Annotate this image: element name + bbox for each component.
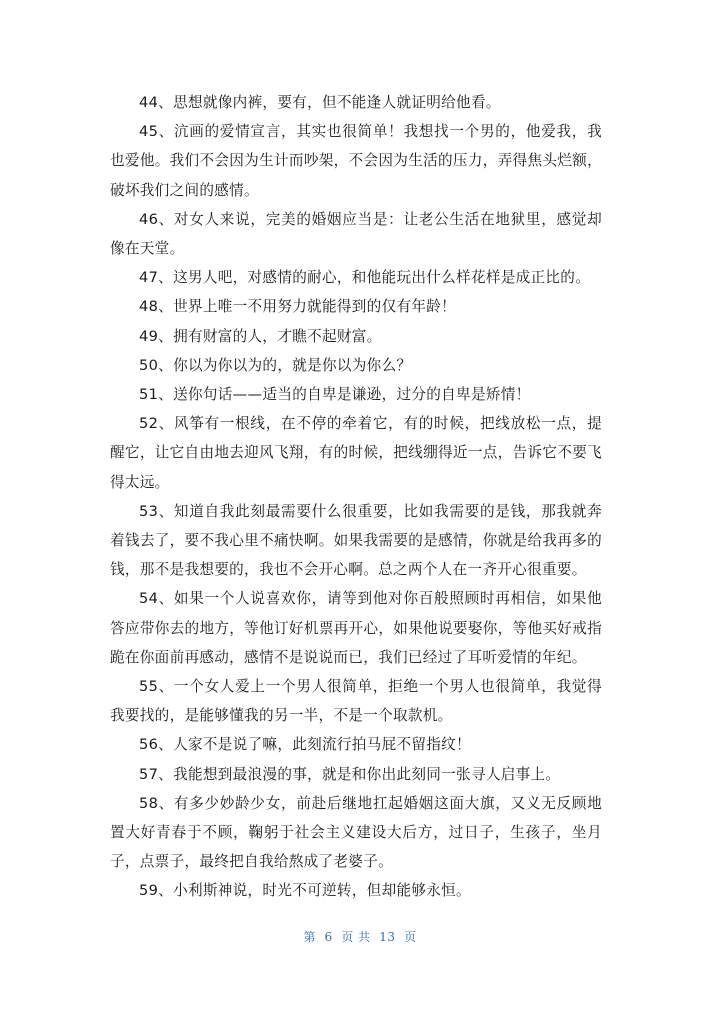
paragraph-55: 55、一个女人爱上一个男人很简单，拒绝一个男人也很简单，我觉得我要找的，是能够懂我的另一半，不是一个取款机。 (110, 678, 602, 725)
paragraph-52: 52、风筝有一根线，在不停的牵着它，有的时候，把线放松一点，提醒它，让它自由地去迎风飞翔，有的时候，把线绷得近一点，告诉它不要飞得太远。 (110, 415, 602, 491)
paragraph-46: 46、对女人来说，完美的婚姻应当是：让老公生活在地狱里，感觉却像在天堂。 (110, 210, 602, 258)
paragraph-54: 54、如果一个人说喜欢你，请等到他对你百般照顾时再相信，如果他答应带你去的地方，等他订好机票再开心，如果他说要娶你，等他买好戒指跪在你面前再感动，感情不是说说而已，我们已经过了耳听爱情的年纪。 (110, 590, 602, 666)
paragraph-53: 53、知道自我此刻最需要什么很重要，比如我需要的是钱，那我就奔着钱去了，要不我心里不痛快啊。如果我需要的是感情，你就是给我再多的钱，那不是我想要的，我也不会开心啊。总之两个人在一齐开心很重要。 (110, 502, 602, 579)
paragraph-59: 59、小利斯神说，时光不可逆转，但却能够永恒。 (139, 882, 471, 900)
paragraph-49: 49、拥有财富的人，才瞧不起财富。 (139, 327, 382, 345)
paragraph-58: 58、有多少妙龄少女，前赴后继地扛起婚姻这面大旗，又义无反顾地置大好青春于不顾，鞠躬于社会主义建设大后方，过日子，生孩子，坐月子，点票子，最终把自我给熬成了老婆子。 (110, 794, 602, 871)
paragraph-48: 48、世界上唯一不用努力就能得到的仅有年龄！ (139, 298, 457, 316)
page-number-footer: 第 6 页 共 13 页 (303, 930, 417, 944)
paragraph-44: 44、思想就像内裤，要有，但不能逢人就证明给他看。 (139, 94, 501, 111)
paragraph-51: 51、送你句话——适当的自卑是谦逊，过分的自卑是矫情！ (139, 386, 531, 404)
document-body (110, 88, 602, 906)
paragraph-56: 56、人家不是说了嘛，此刻流行拍马屁不留指纹！ (139, 736, 471, 754)
paragraph-50: 50、你以为你以为的，就是你以为你么？ (139, 356, 412, 374)
paragraph-45: 45、沆画的爱情宣言，其实也很简单！我想找一个男的，他爱我，我也爱他。我们不会因为生计而吵架，不会因为生活的压力，弄得焦头烂额，破坏我们之间的感情。 (110, 123, 602, 199)
paragraph-47: 47、这男人吧，对感情的耐心，和他能玩出什么样花样是成正比的。 (139, 269, 591, 287)
paragraph-57: 57、我能想到最浪漫的事，就是和你出此刻同一张寻人启事上。 (139, 765, 561, 783)
